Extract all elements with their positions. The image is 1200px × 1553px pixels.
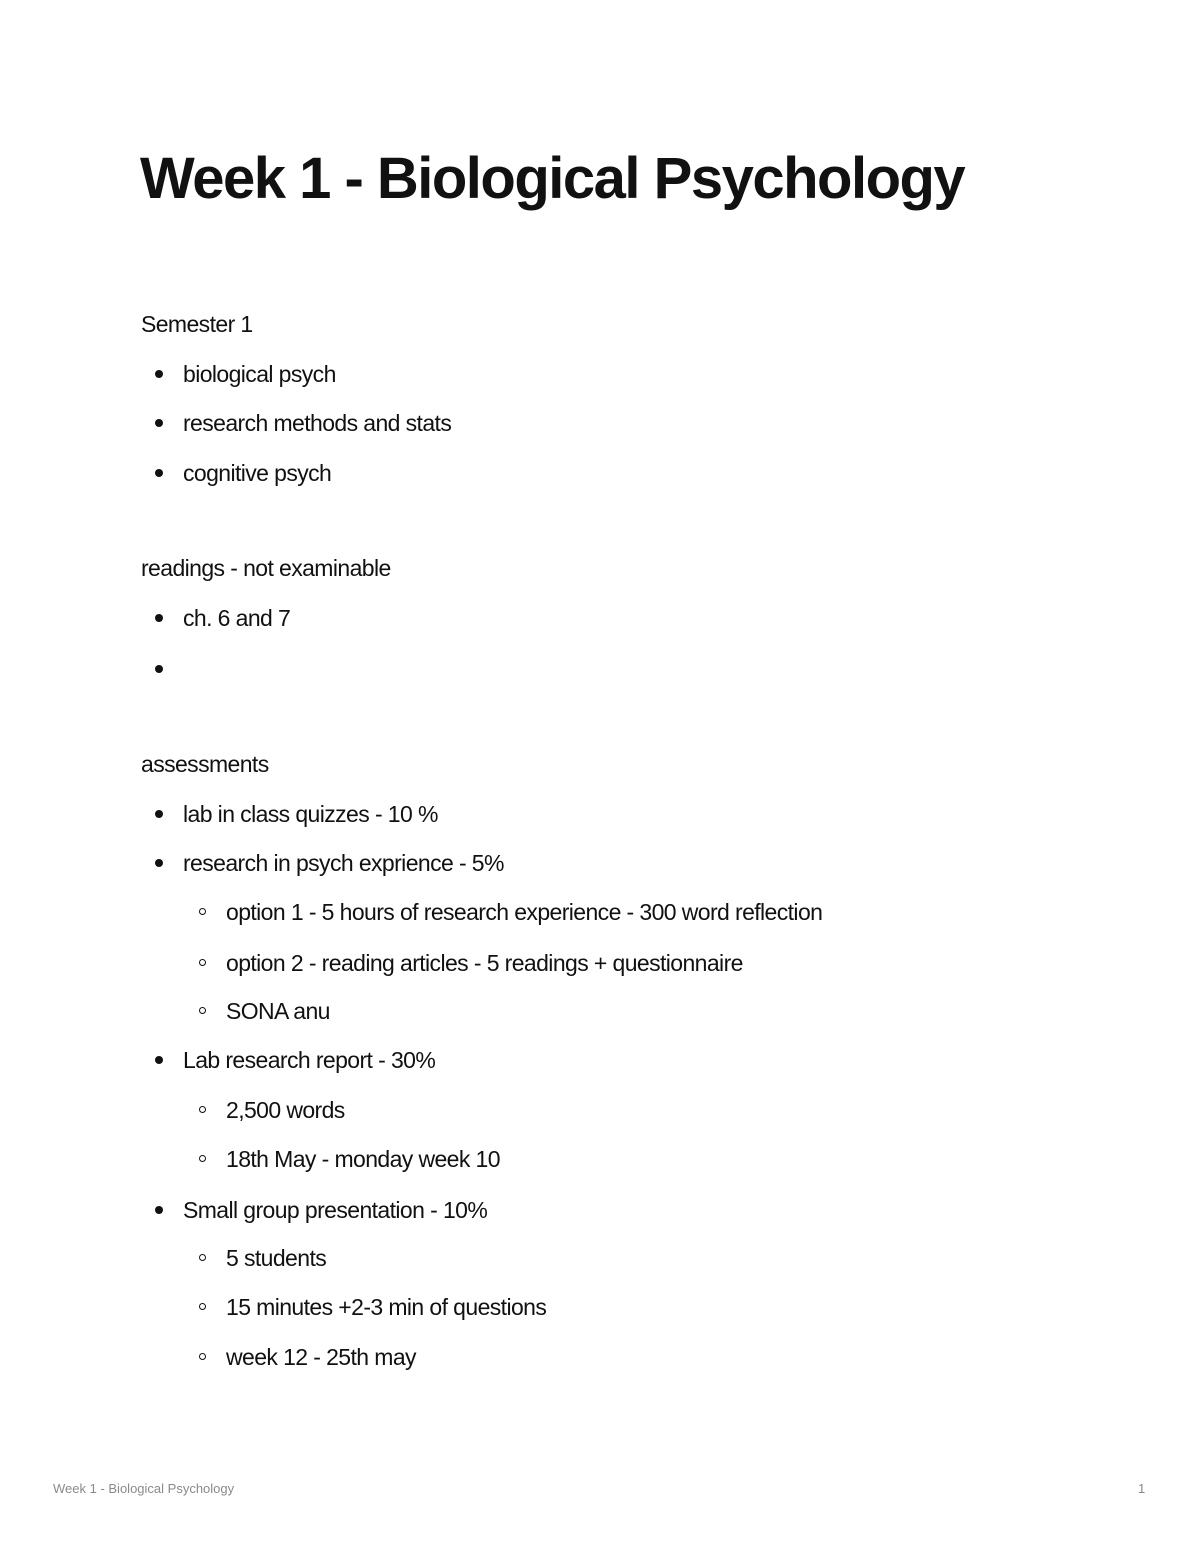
sub-list-item-text: option 1 - 5 hours of research experience - 300 word reflection [226, 899, 823, 925]
list-item [183, 1195, 487, 1225]
sub-list-item [226, 1342, 416, 1372]
list-item-text: lab in class quizzes - 10 % [183, 801, 438, 827]
page-title: Week 1 - Biological Psychology [140, 146, 965, 211]
sub-list-item [226, 948, 743, 978]
sub-list-item [226, 1292, 546, 1322]
list-item [183, 1045, 435, 1075]
bullet-disc-icon [155, 1056, 163, 1064]
sub-list-item-text: 2,500 words [226, 1097, 345, 1123]
bullet-disc-icon [155, 665, 163, 673]
footer-page-number: 1 [1138, 1481, 1146, 1496]
sub-list-item [226, 1243, 326, 1273]
list-item-text: Small group presentation - 10% [183, 1197, 488, 1223]
bullet-circle-icon [199, 1353, 206, 1360]
list-item-text: biological psych [183, 361, 336, 387]
assessments-heading: assessments [141, 751, 269, 777]
bullet-disc-icon [155, 614, 163, 622]
semester-heading: Semester 1 [141, 311, 253, 337]
footer-document-title: Week 1 - Biological Psychology [53, 1481, 235, 1496]
sub-list-item-text: 18th May - monday week 10 [226, 1146, 500, 1172]
sub-list-item [226, 996, 330, 1026]
sub-list-item-text: SONA anu [226, 998, 330, 1024]
bullet-disc-icon [155, 370, 163, 378]
bullet-disc-icon [155, 469, 163, 477]
readings-heading: readings - not examinable [141, 555, 391, 581]
sub-list-item-text: option 2 - reading articles - 5 readings + questionnaire [226, 950, 743, 976]
bullet-circle-icon [199, 1155, 206, 1162]
list-item-text: research in psych exprience - 5% [183, 850, 504, 876]
bullet-disc-icon [155, 810, 163, 818]
list-item-text: ch. 6 and 7 [183, 605, 291, 631]
list-item [183, 408, 451, 438]
bullet-disc-icon [155, 1206, 163, 1214]
bullet-circle-icon [199, 908, 206, 915]
bullet-circle-icon [199, 1007, 206, 1014]
bullet-disc-icon [155, 419, 163, 427]
list-item [183, 799, 438, 829]
sub-list-item-text: 15 minutes +2-3 min of questions [226, 1294, 547, 1320]
sub-list-item [226, 897, 822, 927]
bullet-circle-icon [199, 1254, 206, 1261]
bullet-circle-icon [199, 959, 206, 966]
list-item-text: cognitive psych [183, 460, 332, 486]
list-item-text: Lab research report - 30% [183, 1047, 436, 1073]
bullet-circle-icon [199, 1106, 206, 1113]
sub-list-item-text: week 12 - 25th may [226, 1344, 416, 1370]
bullet-circle-icon [199, 1303, 206, 1310]
list-item [183, 458, 331, 488]
list-item-text: research methods and stats [183, 410, 452, 436]
list-item [183, 603, 290, 633]
sub-list-item-text: 5 students [226, 1245, 327, 1271]
list-item [183, 359, 336, 389]
sub-list-item [226, 1095, 345, 1125]
sub-list-item [226, 1144, 500, 1174]
list-item [183, 848, 504, 878]
bullet-disc-icon [155, 859, 163, 867]
